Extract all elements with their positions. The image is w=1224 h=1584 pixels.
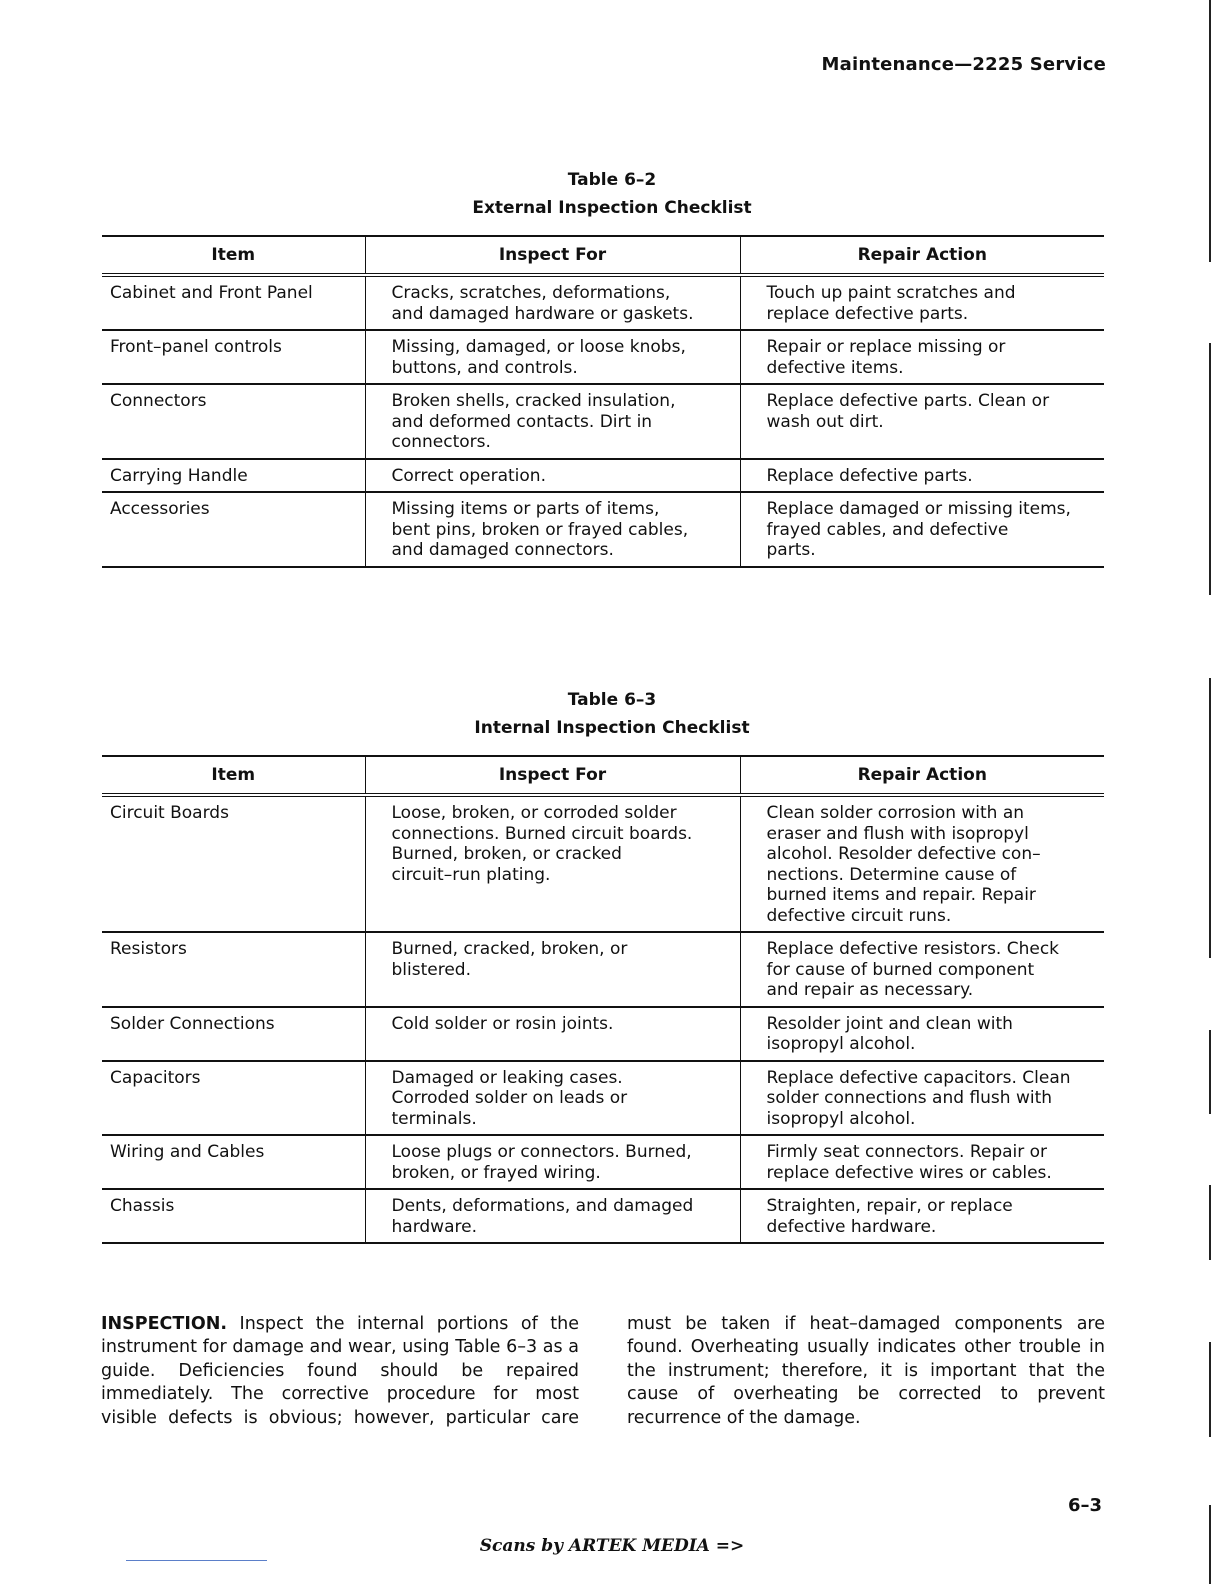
scan-edge-mark — [1209, 678, 1211, 958]
table-row — [102, 492, 1104, 567]
column-header-item: Item — [102, 236, 365, 275]
table-6-3-caption — [0, 686, 1224, 742]
table-row — [102, 1135, 1104, 1189]
repair-action-cell: Replace defective capacitors. Clean solder connections and flush with isopropyl alcohol. — [740, 1061, 1104, 1136]
scan-edge-mark — [1209, 0, 1211, 262]
table-row — [102, 932, 1104, 1007]
column-header-inspect-for: Inspect For — [365, 756, 740, 795]
table-header-row — [102, 756, 1104, 795]
item-cell: Capacitors — [102, 1061, 365, 1136]
column-header-inspect-for: Inspect For — [365, 236, 740, 275]
inspect-for-cell: Loose plugs or connectors. Burned, broken, or frayed wiring. — [365, 1135, 740, 1189]
repair-action-cell: Replace defective parts. Clean or wash out dirt. — [740, 384, 1104, 459]
item-cell: Solder Connections — [102, 1007, 365, 1061]
table-row — [102, 1189, 1104, 1243]
item-cell: Cabinet and Front Panel — [102, 275, 365, 330]
item-cell: Chassis — [102, 1189, 365, 1243]
inspect-for-cell: Cold solder or rosin joints. — [365, 1007, 740, 1061]
item-cell: Resistors — [102, 932, 365, 1007]
item-cell: Wiring and Cables — [102, 1135, 365, 1189]
item-cell: Front–panel controls — [102, 330, 365, 384]
repair-action-cell: Replace defective resistors. Check for cause of burned component and repair as necessary. — [740, 932, 1104, 1007]
page-number: 6–3 — [1067, 1495, 1102, 1516]
column-header-repair-action: Repair Action — [740, 236, 1104, 275]
table-title: External Inspection Checklist — [472, 198, 752, 218]
table-row — [102, 275, 1104, 330]
inspect-for-cell: Correct operation. — [365, 459, 740, 493]
repair-action-cell: Clean solder corrosion with an eraser and flush with isopropyl alcohol. Resolder defective con– nections. Determine cause of burned items and repair. Repair defective circuit runs. — [740, 795, 1104, 932]
item-cell: Carrying Handle — [102, 459, 365, 493]
inspect-for-cell: Loose, broken, or corroded solder connections. Burned circuit boards. Burned, broken, or cracked circuit–run plating. — [365, 795, 740, 932]
item-cell: Circuit Boards — [102, 795, 365, 932]
scan-edge-mark — [1209, 343, 1211, 595]
table-title: Internal Inspection Checklist — [474, 718, 750, 738]
item-cell: Connectors — [102, 384, 365, 459]
inspect-for-cell: Dents, deformations, and damaged hardware. — [365, 1189, 740, 1243]
external-inspection-table — [102, 235, 1104, 568]
table-number: Table 6–2 — [567, 170, 657, 190]
table-row — [102, 1007, 1104, 1061]
inspect-for-cell: Burned, cracked, broken, or blistered. — [365, 932, 740, 1007]
footer-rule — [126, 1560, 267, 1561]
column-header-item: Item — [102, 756, 365, 795]
table-row — [102, 384, 1104, 459]
paragraph-heading: INSPECTION. — [101, 1314, 228, 1334]
scan-credit: Scans by ARTEK MEDIA => — [479, 1536, 745, 1556]
table-row — [102, 459, 1104, 493]
inspect-for-cell: Cracks, scratches, deformations, and damaged hardware or gaskets. — [365, 275, 740, 330]
table-row — [102, 330, 1104, 384]
table-header-row — [102, 236, 1104, 275]
table-number: Table 6–3 — [567, 690, 657, 710]
running-header: Maintenance—2225 Service — [821, 54, 1106, 75]
scan-edge-mark — [1209, 1185, 1211, 1260]
repair-action-cell: Replace damaged or missing items, frayed cables, and defective parts. — [740, 492, 1104, 567]
inspect-for-cell: Damaged or leaking cases. Corroded solder on leads or terminals. — [365, 1061, 740, 1136]
repair-action-cell: Straighten, repair, or replace defective hardware. — [740, 1189, 1104, 1243]
column-header-repair-action: Repair Action — [740, 756, 1104, 795]
repair-action-cell: Touch up paint scratches and replace defective parts. — [740, 275, 1104, 330]
repair-action-cell: Replace defective parts. — [740, 459, 1104, 493]
repair-action-cell: Repair or replace missing or defective items. — [740, 330, 1104, 384]
inspect-for-cell: Broken shells, cracked insulation, and deformed contacts. Dirt in connectors. — [365, 384, 740, 459]
table-6-2-caption — [0, 166, 1224, 222]
paragraph-text: Inspect the internal portions of the instrument for damage and wear, using Table 6–3 as a guide. Deficiencies found should be repaired immediately. The corrective procedure for most visible defects is obvious; however, particular care must be taken if heat–damaged components are found. Overheating usually indicates other trouble in the instrument; therefore, it is important that the cause of overheating be corrected to prevent recurrence of the damage. — [101, 1314, 1105, 1428]
scan-edge-mark — [1209, 1505, 1211, 1584]
table-row — [102, 1061, 1104, 1136]
item-cell: Accessories — [102, 492, 365, 567]
scan-edge-mark — [1209, 1342, 1211, 1437]
inspect-for-cell: Missing, damaged, or loose knobs, buttons, and controls. — [365, 330, 740, 384]
inspect-for-cell: Missing items or parts of items, bent pins, broken or frayed cables, and damaged connectors. — [365, 492, 740, 567]
repair-action-cell: Firmly seat connectors. Repair or replace defective wires or cables. — [740, 1135, 1104, 1189]
scan-edge-mark — [1209, 1030, 1211, 1114]
internal-inspection-table — [102, 755, 1104, 1244]
inspection-paragraph — [101, 1313, 1105, 1430]
repair-action-cell: Resolder joint and clean with isopropyl alcohol. — [740, 1007, 1104, 1061]
table-row — [102, 795, 1104, 932]
